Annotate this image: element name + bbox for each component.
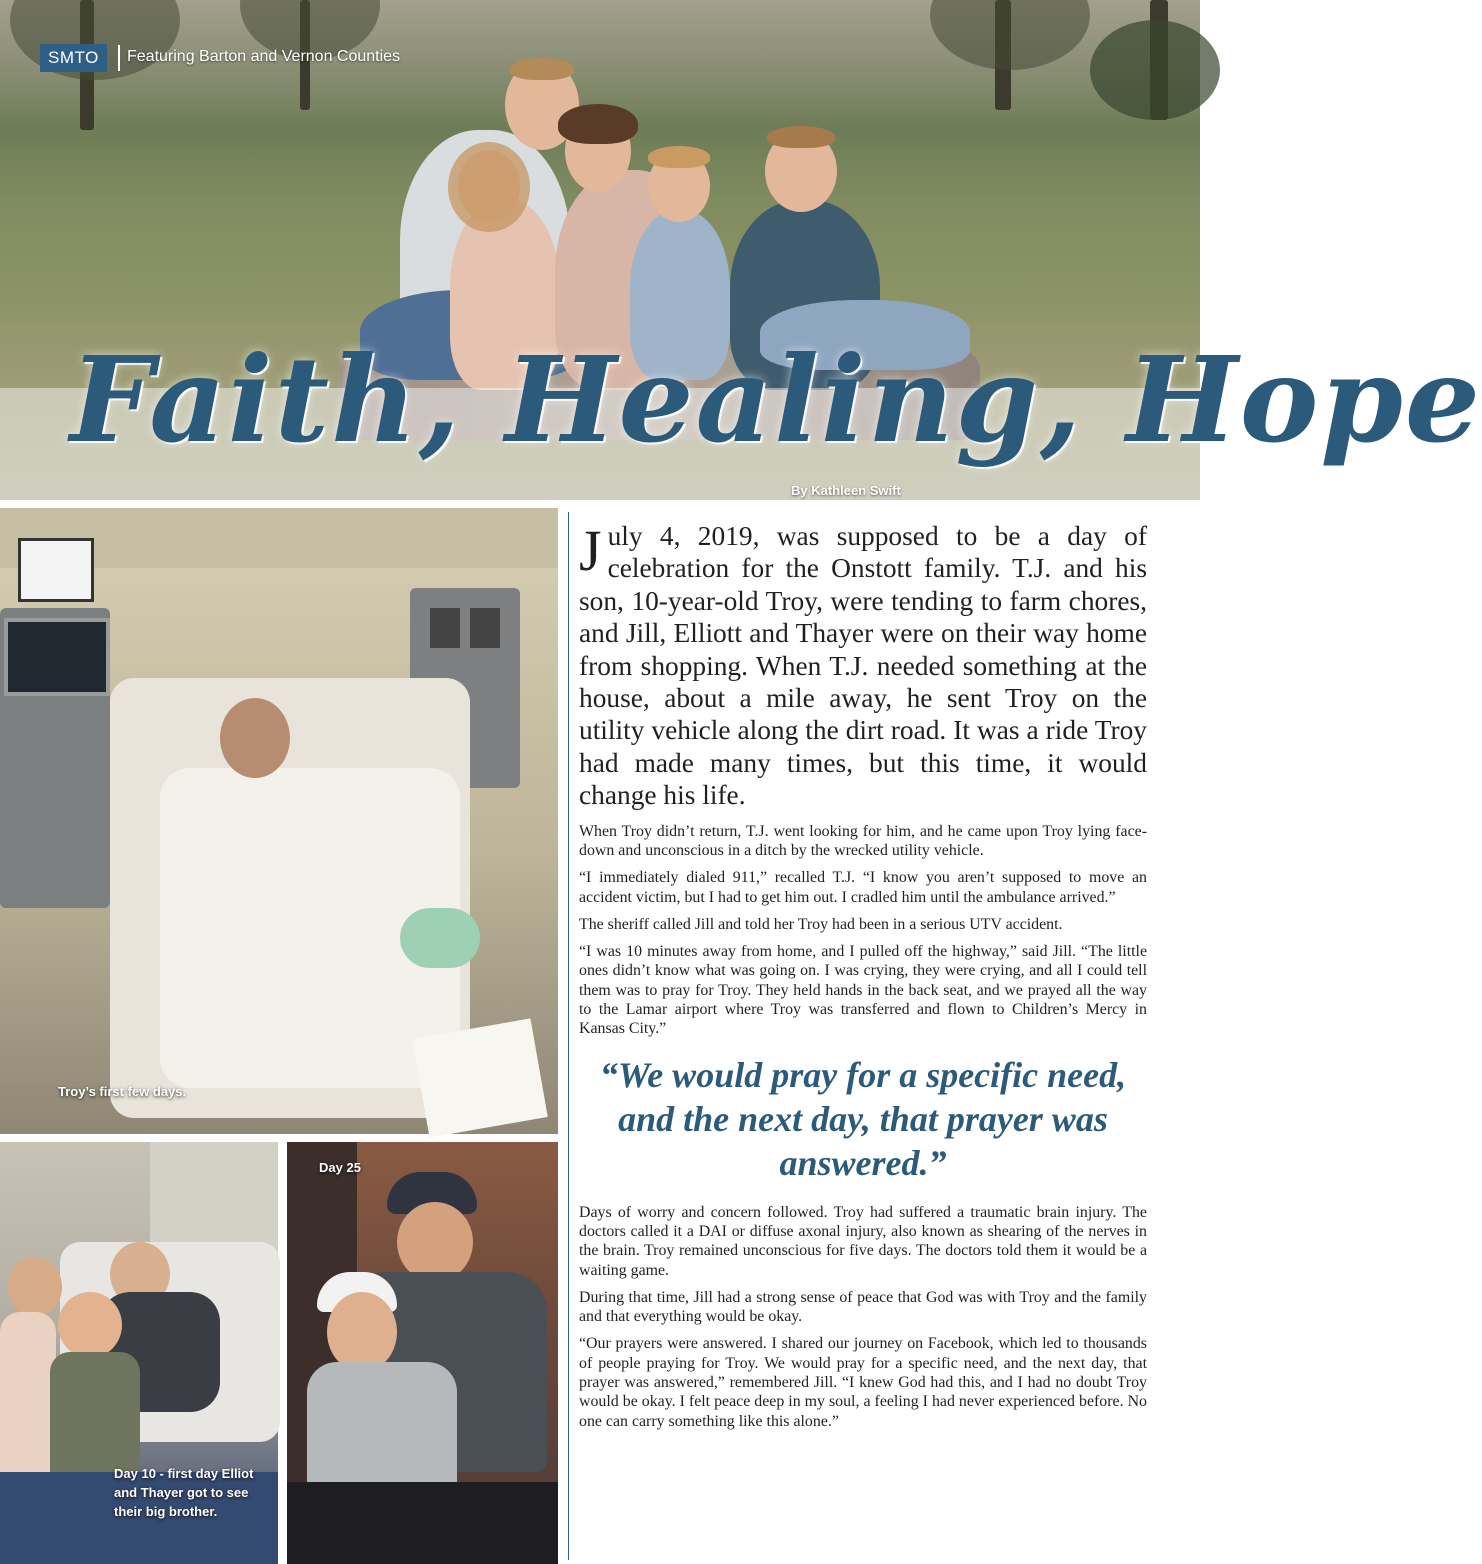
boy-head — [327, 1292, 397, 1372]
lead-paragraph — [579, 520, 1147, 812]
whiteboard — [18, 538, 94, 602]
body-paragraph: “I was 10 minutes away from home, and I pulled off the highway,” said Jill. “The little ones didn’t know what was going on. I was crying, they were crying, and all I could tell them was to pray for Troy. They held hands in the back seat, and we prayed all the way to the Lamar airport where Troy was transferred and flown to Children’s Mercy in Kansas City.” — [579, 943, 1147, 1038]
caption-day10-line: and Thayer got to see — [114, 1485, 249, 1500]
sister-head — [8, 1257, 62, 1317]
patient-head — [220, 698, 290, 778]
hospital-photo — [0, 508, 558, 1134]
monitor-screen — [4, 618, 110, 696]
body-paragraph: When Troy didn’t return, T.J. went looking for him, and he came upon Troy lying face-down and unconscious in a ditch by the wrecked utility vehicle. — [579, 822, 1147, 859]
body-paragraph: “Our prayers were answered. I shared our journey on Facebook, which led to thousands of people praying for Troy. We would pray for a specific need, and the next day, that prayer was answered,” remembered Jill. “I knew God had this, and I had no doubt Troy would be okay. I felt peace deep in my soul, a feeling I had never experienced before. No one can carry something like this alone.” — [579, 1335, 1147, 1430]
column-divider — [568, 512, 569, 1560]
pump-display — [430, 608, 460, 648]
caption-day10 — [114, 1464, 253, 1521]
hero-photo — [0, 0, 1482, 500]
man-head — [397, 1202, 473, 1282]
younger-brother-head — [58, 1292, 122, 1358]
leg-cast — [400, 908, 480, 968]
wheelchair — [287, 1482, 558, 1564]
page-subtitle: Featuring Barton and Vernon Counties — [127, 48, 401, 65]
mother-hair — [558, 104, 638, 144]
body-paragraph: Days of worry and concern followed. Troy had suffered a traumatic brain injury. The doctors called it a DAI or diffuse axonal injury, also known as shearing of the nerves in the brain. Troy remained unconscious for five days. The doctors told them it would be a waiting game. — [579, 1203, 1147, 1279]
caption-day10-line: Day 10 - first day Elliot — [114, 1466, 254, 1481]
section-tag: SMTO — [40, 44, 107, 72]
day10-photo — [0, 1142, 278, 1564]
body-paragraph: “I immediately dialed 911,” recalled T.J. “I know you aren’t supposed to move an accident victim, but I had to get him out. I cradled him until the ambulance arrived.” — [579, 869, 1147, 906]
caption-day10-line: their big brother. — [114, 1504, 218, 1519]
body-paragraph: The sheriff called Jill and told her Troy had been in a serious UTV accident. — [579, 915, 1063, 933]
caption-first-days: Troy’s first few days. — [58, 1084, 187, 1099]
header-separator — [118, 45, 120, 71]
paper-sign — [412, 1018, 548, 1137]
sister-body — [0, 1312, 56, 1492]
article-headline: Faith, Healing, Hope — [70, 330, 1482, 469]
father-hair — [510, 58, 574, 80]
tree-foliage — [1090, 20, 1220, 120]
caption-day25: Day 25 — [319, 1160, 361, 1175]
lead-text: uly 4, 2019, was supposed to be a day of celebration for the Onstott family. T.J. and his son, 10-year-old Troy, were tending to farm chores, and Jill, Elliott and Thayer were on their way home from shopping. When T.J. needed something at the house, about a mile away, he sent Troy on the utility vehicle along the dirt road. It was a ride Troy had made many times, but this time, it would change his life. — [579, 521, 1147, 811]
older-boy-hair — [767, 126, 835, 148]
drop-cap: J — [579, 518, 602, 583]
day25-photo — [287, 1142, 558, 1564]
article-body — [579, 520, 1147, 1439]
pump-display — [470, 608, 500, 648]
body-paragraph: During that time, Jill had a strong sense of peace that God was with Troy and the family and that everything would be okay. — [579, 1288, 1147, 1326]
byline: By Kathleen Swift — [791, 483, 901, 498]
pull-quote: “We would pray for a specific need, and the next day, that prayer was answered.” — [599, 1054, 1127, 1183]
small-boy-hair — [648, 146, 710, 168]
girl-hair — [448, 142, 530, 232]
